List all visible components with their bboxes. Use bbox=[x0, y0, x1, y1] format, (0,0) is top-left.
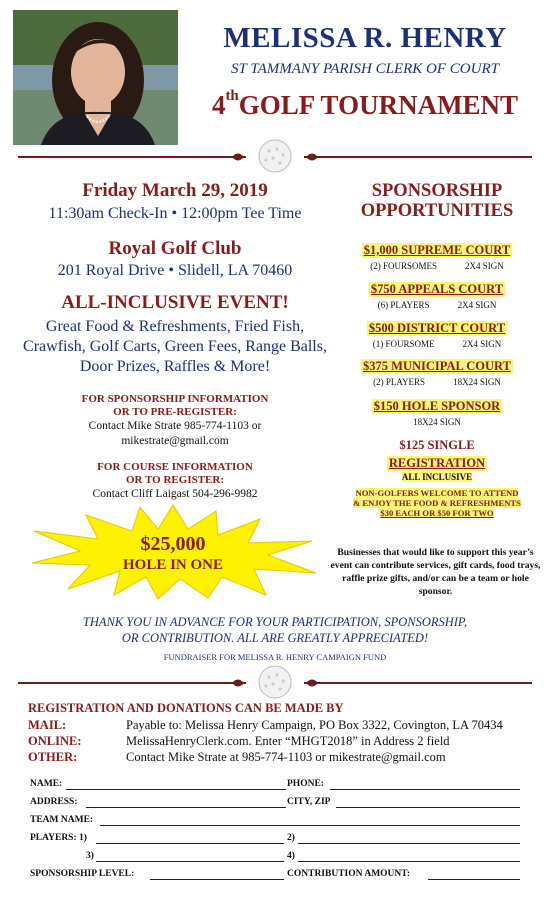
tier-detail bbox=[337, 300, 537, 310]
form-address-label: ADDRESS: bbox=[30, 797, 78, 807]
event-ordinal-suffix: th bbox=[225, 88, 239, 104]
tier-detail bbox=[337, 339, 537, 349]
registration-title: REGISTRATION AND DONATIONS CAN BE MADE BY bbox=[28, 701, 344, 715]
sponsorship-info-heading-2: OR TO PRE-REGISTER: bbox=[113, 406, 237, 418]
sponsorship-info bbox=[40, 393, 310, 449]
course-info bbox=[40, 461, 310, 502]
form-sponsorship-level-label: SPONSORSHIP LEVEL: bbox=[30, 869, 135, 879]
phone-field[interactable] bbox=[330, 779, 520, 790]
form-contribution-amount-label: CONTRIBUTION AMOUNT: bbox=[287, 869, 411, 879]
sponsorship-info-heading-1: FOR SPONSORSHIP INFORMATION bbox=[81, 393, 269, 405]
tier-detail-a: (2) PLAYERS bbox=[373, 377, 426, 387]
form-phone-label: PHONE: bbox=[287, 779, 324, 789]
tier-name-line-2: REGISTRATION bbox=[388, 456, 486, 470]
non-golfers-note bbox=[337, 488, 537, 518]
candidate-portrait-icon bbox=[13, 10, 178, 145]
tier-appeals-court bbox=[337, 280, 537, 310]
golf-ball-icon bbox=[259, 666, 291, 698]
hole-in-one-amount: $25,000 bbox=[140, 533, 206, 555]
tier-name: $150 HOLE SPONSOR bbox=[373, 399, 501, 413]
candidate-name: MELISSA R. HENRY bbox=[223, 22, 507, 54]
non-golfers-line-3: $30 EACH OR $50 FOR TWO bbox=[380, 508, 494, 518]
tier-detail-b: 18X24 SIGN bbox=[453, 377, 501, 387]
event-times: 11:30am Check-In • 12:00pm Tee Time bbox=[48, 205, 302, 222]
tier-single-registration bbox=[337, 436, 537, 482]
registration-mail bbox=[28, 718, 538, 734]
tier-supreme-court bbox=[337, 241, 537, 271]
sponsorship-info-email[interactable]: mikestrate@gmail.com bbox=[121, 435, 229, 447]
thank-you-line-1: THANK YOU IN ADVANCE FOR YOUR PARTICIPATION, SPONSORSHIP, bbox=[82, 615, 468, 629]
team-name-field[interactable] bbox=[100, 815, 520, 826]
event-date: Friday March 29, 2019 bbox=[82, 180, 268, 201]
sponsorship-info-contact: Contact Mike Strate 985-774-1103 or bbox=[88, 420, 262, 432]
tier-detail-a: ALL INCLUSIVE bbox=[401, 472, 473, 482]
registration-method-label: OTHER: bbox=[28, 750, 78, 764]
fundraiser-note: FUNDRAISER FOR MELISSA R. HENRY CAMPAIGN FUND bbox=[163, 652, 387, 662]
tier-name: $500 DISTRICT COURT bbox=[368, 321, 506, 335]
thank-you-message bbox=[20, 614, 530, 646]
sponsorship-title: SPONSORSHIP OPPORTUNITIES bbox=[360, 181, 514, 221]
course-info-heading-1: FOR COURSE INFORMATION bbox=[97, 461, 253, 473]
all-inclusive-body: Great Food & Refreshments, Fried Fish, Crawfish, Golf Carts, Green Fees, Range Balls, Door Prizes, Raffles & More! bbox=[23, 318, 327, 375]
registration-method-text: Payable to: Melissa Henry Campaign, PO Box 3322, Covington, LA 70434 bbox=[126, 718, 503, 732]
address-field[interactable] bbox=[86, 797, 286, 808]
player-4-field[interactable] bbox=[298, 851, 520, 862]
non-golfers-line-2: & ENJOY THE FOOD & REFRESHMENTS bbox=[353, 498, 521, 508]
tier-detail bbox=[337, 261, 537, 271]
contribution-amount-field[interactable] bbox=[428, 869, 520, 880]
tier-name: $750 APPEALS COURT bbox=[370, 282, 504, 296]
event-ordinal: 4 bbox=[211, 90, 226, 120]
tier-municipal-court bbox=[337, 357, 537, 387]
tier-name: $1,000 SUPREME COURT bbox=[363, 243, 511, 257]
golf-ball-icon bbox=[259, 140, 291, 172]
city-zip-field[interactable] bbox=[336, 797, 520, 808]
form-name-label: NAME: bbox=[30, 779, 63, 789]
tier-detail-a: (2) FOURSOMES bbox=[370, 261, 437, 271]
tier-detail bbox=[337, 377, 537, 387]
tier-name-line-1: $125 SINGLE bbox=[399, 438, 475, 452]
tier-hole-sponsor bbox=[337, 397, 537, 427]
registration-online bbox=[28, 734, 538, 750]
tier-detail-b: 2X4 SIGN bbox=[462, 339, 502, 349]
course-info-heading-2: OR TO REGISTER: bbox=[125, 474, 224, 486]
all-inclusive-title: ALL-INCLUSIVE EVENT! bbox=[61, 292, 289, 313]
form-players-label: PLAYERS: 1) bbox=[30, 833, 87, 843]
hole-in-one-label: HOLE IN ONE bbox=[122, 557, 224, 573]
form-player-3-label: 3) bbox=[86, 851, 94, 861]
venue-address: 201 Royal Drive • Slidell, LA 70460 bbox=[57, 262, 293, 279]
business-support-note: Businesses that would like to support this year’s event can contribute services, gift cards, food trays, raffle prize gifts, and/or can be a team or hole sponsor. bbox=[330, 547, 541, 597]
form-player-2-label: 2) bbox=[287, 833, 295, 843]
course-info-contact: Contact Cliff Laigast 504-296-9982 bbox=[92, 488, 258, 500]
registration-method-text[interactable]: MelissaHenryClerk.com. Enter “MHGT2018” in Address 2 field bbox=[126, 734, 450, 748]
registration-method-label: ONLINE: bbox=[28, 734, 82, 748]
player-1-field[interactable] bbox=[96, 833, 284, 844]
registration-other bbox=[28, 750, 538, 766]
tier-detail-b: 2X4 SIGN bbox=[457, 300, 497, 310]
candidate-photo bbox=[13, 10, 178, 145]
tier-detail-b: 2X4 SIGN bbox=[465, 261, 504, 271]
player-2-field[interactable] bbox=[298, 833, 520, 844]
tier-detail-a: (1) FOURSOME bbox=[372, 339, 435, 349]
player-3-field[interactable] bbox=[96, 851, 284, 862]
venue-name: Royal Golf Club bbox=[108, 238, 242, 259]
sponsorship-level-field[interactable] bbox=[150, 869, 284, 880]
thank-you-line-2: OR CONTRIBUTION. ALL ARE GREATLY APPRECIATED! bbox=[121, 631, 429, 645]
tier-district-court bbox=[337, 319, 537, 349]
tier-detail bbox=[337, 472, 537, 482]
candidate-office: ST TAMMANY PARISH CLERK OF COURT bbox=[231, 61, 499, 77]
golf-ball-divider-bottom bbox=[18, 665, 532, 701]
non-golfers-line-1: NON-GOLFERS WELCOME TO ATTEND bbox=[355, 488, 519, 498]
registration-method-label: MAIL: bbox=[28, 718, 67, 732]
tier-detail-a: 18X24 SIGN bbox=[413, 417, 461, 427]
tier-detail-a: (6) PLAYERS bbox=[377, 300, 430, 310]
event-title-text: GOLF TOURNAMENT bbox=[238, 90, 519, 120]
registration-method-text: Contact Mike Strate at 985-774-1103 or mikestrate@gmail.com bbox=[126, 750, 446, 764]
golf-ball-divider-top bbox=[18, 139, 532, 175]
event-title bbox=[190, 90, 540, 121]
form-team-name-label: TEAM NAME: bbox=[30, 815, 94, 825]
form-city-zip-label: CITY, ZIP bbox=[287, 797, 331, 807]
name-field[interactable] bbox=[66, 779, 286, 790]
tier-detail bbox=[337, 417, 537, 427]
form-player-4-label: 4) bbox=[287, 851, 295, 861]
tier-name: $375 MUNICIPAL COURT bbox=[363, 359, 511, 373]
